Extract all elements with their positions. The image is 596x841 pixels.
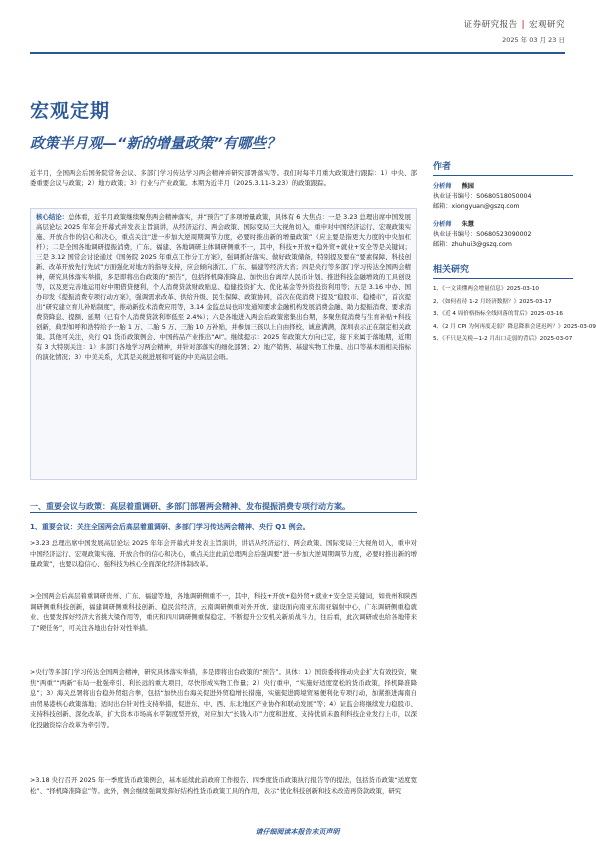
- related-heading: 相关研究: [433, 262, 573, 279]
- brand-left: 证券研究报告: [463, 20, 518, 30]
- related-item[interactable]: 1、《一文读懂两会增量信息》2025-03-10: [433, 286, 539, 292]
- summary-key: 核心结论：: [36, 213, 69, 221]
- section-heading-1: [30, 501, 417, 512]
- author-cert: 执业证书编号：S0680518050004: [433, 193, 532, 200]
- author-email[interactable]: 邮箱：xiongyuan@gszq.com: [433, 203, 520, 210]
- related-item[interactable]: 4、《2 月 CPI 为何再度走弱？降息降准会延迟吗？》2025-03-09: [433, 323, 596, 330]
- section-rule: [30, 512, 417, 513]
- summary-paragraph: [36, 212, 411, 362]
- brand-separator: |: [521, 20, 525, 30]
- report-header: [464, 18, 565, 44]
- related-item[interactable]: 5、《不只是关税—1-2 月出口走弱的背后》2025-03-07: [433, 336, 573, 342]
- report-brand: [464, 18, 565, 30]
- related-item[interactable]: 3、《近 4 周价格指标全线回落的背后》2025-03-16: [433, 311, 563, 317]
- body-paragraph-2: >全国两会后高层着重调研贵州、广东、福建等地，各地调研侧重不一，其中，科技+开放+稳外贸+就业+安全是关键词，如贵州和陕西调研侧重科技创新，福建调研侧重科技创新、稳民营经济，云南调研侧重对外开放、建设面向南亚东南亚辐射中心，广东调研侧重稳就业、也要发挥好经济大省挑大梁作用等，重庆和四川调研侧重保稳定、不断提升公安机关新质战斗力，往后看，此次调研或也给各地带来了“硬任务”，可关注各地出台针对性举措。: [30, 592, 417, 632]
- author-name: 熊园: [461, 183, 474, 190]
- intro-block: [30, 168, 417, 188]
- author-cert: 执业证书编号：S0680523090002: [433, 231, 532, 238]
- brand-right: 宏观研究: [528, 20, 565, 30]
- author-email[interactable]: 邮箱：zhuhui3@gszq.com: [433, 241, 512, 248]
- authors-heading: 作者: [433, 159, 573, 176]
- subsection-heading-1: 1、重要会议：关注全国两会后高层着重调研、多部门学习传达两会精神、央行 Q1 例会。: [30, 523, 310, 531]
- author-role: 分析师: [433, 183, 452, 190]
- header-rule: [30, 52, 565, 54]
- author-name: 朱慧: [461, 221, 474, 228]
- report-date: 2025 年 03 月 23 日: [502, 36, 565, 44]
- footer-disclaimer: 请仔细阅读本报告末页声明: [255, 828, 340, 836]
- body-paragraph-4: >3.18 央行召开 2025 年一季度货币政策例会，基本延续此前政府工作报告、四季度货币政策执行报告等的提法，包括货币政策“适度宽松”、“择机降准降息”等。此外，例会继续强调发挥好结构性货币政策工具的作用，表示“优化科技创新和技术改造再贷款政策，研究: [30, 776, 417, 795]
- author-card: [433, 220, 573, 250]
- section-heading-text: 一、重要会议与政策：高层着重调研、多部门部署两会精神、发布提振消费专项行动方案。: [30, 502, 350, 511]
- body-paragraph-1: >3.23 总理出席中国发展高层论坛 2025 年年会开幕式并发表主旨演讲，讲话从经济运行、两会政策、国际变局三大视角切入，重申对中国经济运行、宏观政策实施、开放合作的信心和决心，重点关注此前总理两会后强调要“进一步加大逆周期调节力度，必要时推出新的增量政策”，也要以稳信心、强科技为核心全面深化经济体制改革。: [30, 539, 417, 568]
- related-item[interactable]: 2、《如何看待 1-2 月经济数据？》2025-03-17: [433, 298, 552, 305]
- body-paragraph-3: >央行等多部门学习传达全国两会精神，研究具体落实举措，多是即将出台政策的“预告”。具体：1）国资委将推动央企扩大有效投资，聚焦“两重”“两新”布局一批强牵引、利长远的重大项目，尽快形成实物工作量；2）央行重申，“实施好适度宽松的货币政策，择机降准降息”；3）海关总署将出台稳外贸组合拳，包括“加快出台海关促进外贸稳增长措施，实施促进跨境贸易便利化专项行动，加紧推进海南自由贸易港核心政策落地；适时出台针对性支持举措，促进东、中、西、东北地区产业协作和联动发展”等；4）证监会将继续发力稳股市、支持科技创新、深化改革，扩大资本市场高水平制度型开放，对应加大“长钱入市”力度和进度、支持优质未盈利科技企业发行上市，以深化投融资综合改革为牵引等。: [30, 668, 417, 729]
- sidebar: [433, 159, 596, 346]
- summary-box: [30, 208, 417, 480]
- author-card: [433, 182, 573, 212]
- doc-title: 政策半月观—“新的增量政策”有哪些？: [30, 136, 281, 152]
- author-role: 分析师: [433, 221, 452, 228]
- summary-text: 总体看，近半月政策继续聚焦两会精神落实，并“预告”了多项增量政策，具体有 6 大焦点：一是 3.23 总理出席中国发展高层论坛 2025 年年会开幕式并发表主旨演讲，从经济运行、两会政策、国际变局三大视角切入，重申对中国经济运行、宏观政策实施、开放合作的信心和决心，重点关注“进一步加大逆周期调节力度，必要时推出新的增量政策”（应主要是指更大力度的中央加杠杆）；二是全国各地调研提振消费，广东、福建、各地调研主体调研侧重不一，其中，科技+开放+稳外贸+就业+安全等是关键词；三是 3.12 国常会讨论通过《国务院 2025 年重点工作分工方案》，强调抓好落实、做好政策储备，特别提及要在“要素保障、科技创新、改革开放先行先试”方面强化对地方的指导支持，应会倾向浙江、广东、福建等经济大省；四是央行等多部门学习传达全国两会精神，研究具体落实举措，多是即将出台政策的“预告”，包括择机降准降息、加快出台离岸人民币计划、推进科技金融增效的工具创设等，以及更完善地运用好中期借贷便利、个人消费贷款财政贴息、稳健投资扩大、优化基金等外资投资利用等；五是 3.16 中办、国办印发《提振消费专项行动方案》，强调需求改革、供给升级、民生保障、政策协同，首次在促消费下提及“稳股市、稳楼市”，首次提出“研究建立育儿补贴制度”，推动新技术消费应用等，3.14 金监总局也印发通知要求金融机构发展消费金融、助力提振消费、要求消费贷降息、提额、延期（已有个人消费贷款利率低至 2.4%）；六是各地进入两会后政策密集出台期，多聚焦促消费与生育补贴+科技创新，典型如呼和浩特给予一胎 1 万、二胎 5 万、三胎 10 万补贴，并参加三孩以上自由择校，诚意满满，深圳表示正在制定相关政策。其他可关注，央行 Q1 货币政策例会、中国药品产业推出“AI”。继续提示：2025 年政策大方向已定，接下来属于落地期，近期有 3 大特别关注：1）多部门各地学习两会精神，并针对部落实的细化部署；2）地产销售、基建实物工作量、出口等基本面相关指标的演化情况；3）中美关系，尤其是关税进展和可能的中美高层会晤。: [36, 213, 411, 361]
- doc-type: 宏观定期: [30, 100, 111, 122]
- related-list: [433, 283, 596, 346]
- intro-paragraph: 近半月，全国两会后国务院常务会议、多部门学习传达学习两会精神并研究部署落实等。我们对每半月重大政策进行跟踪：1）中央、部委重要会议与政策；2）地方政策；3）行业与产业政策。本期为近半月（2025.3.11-3.23）的政策跟踪。: [30, 169, 417, 187]
